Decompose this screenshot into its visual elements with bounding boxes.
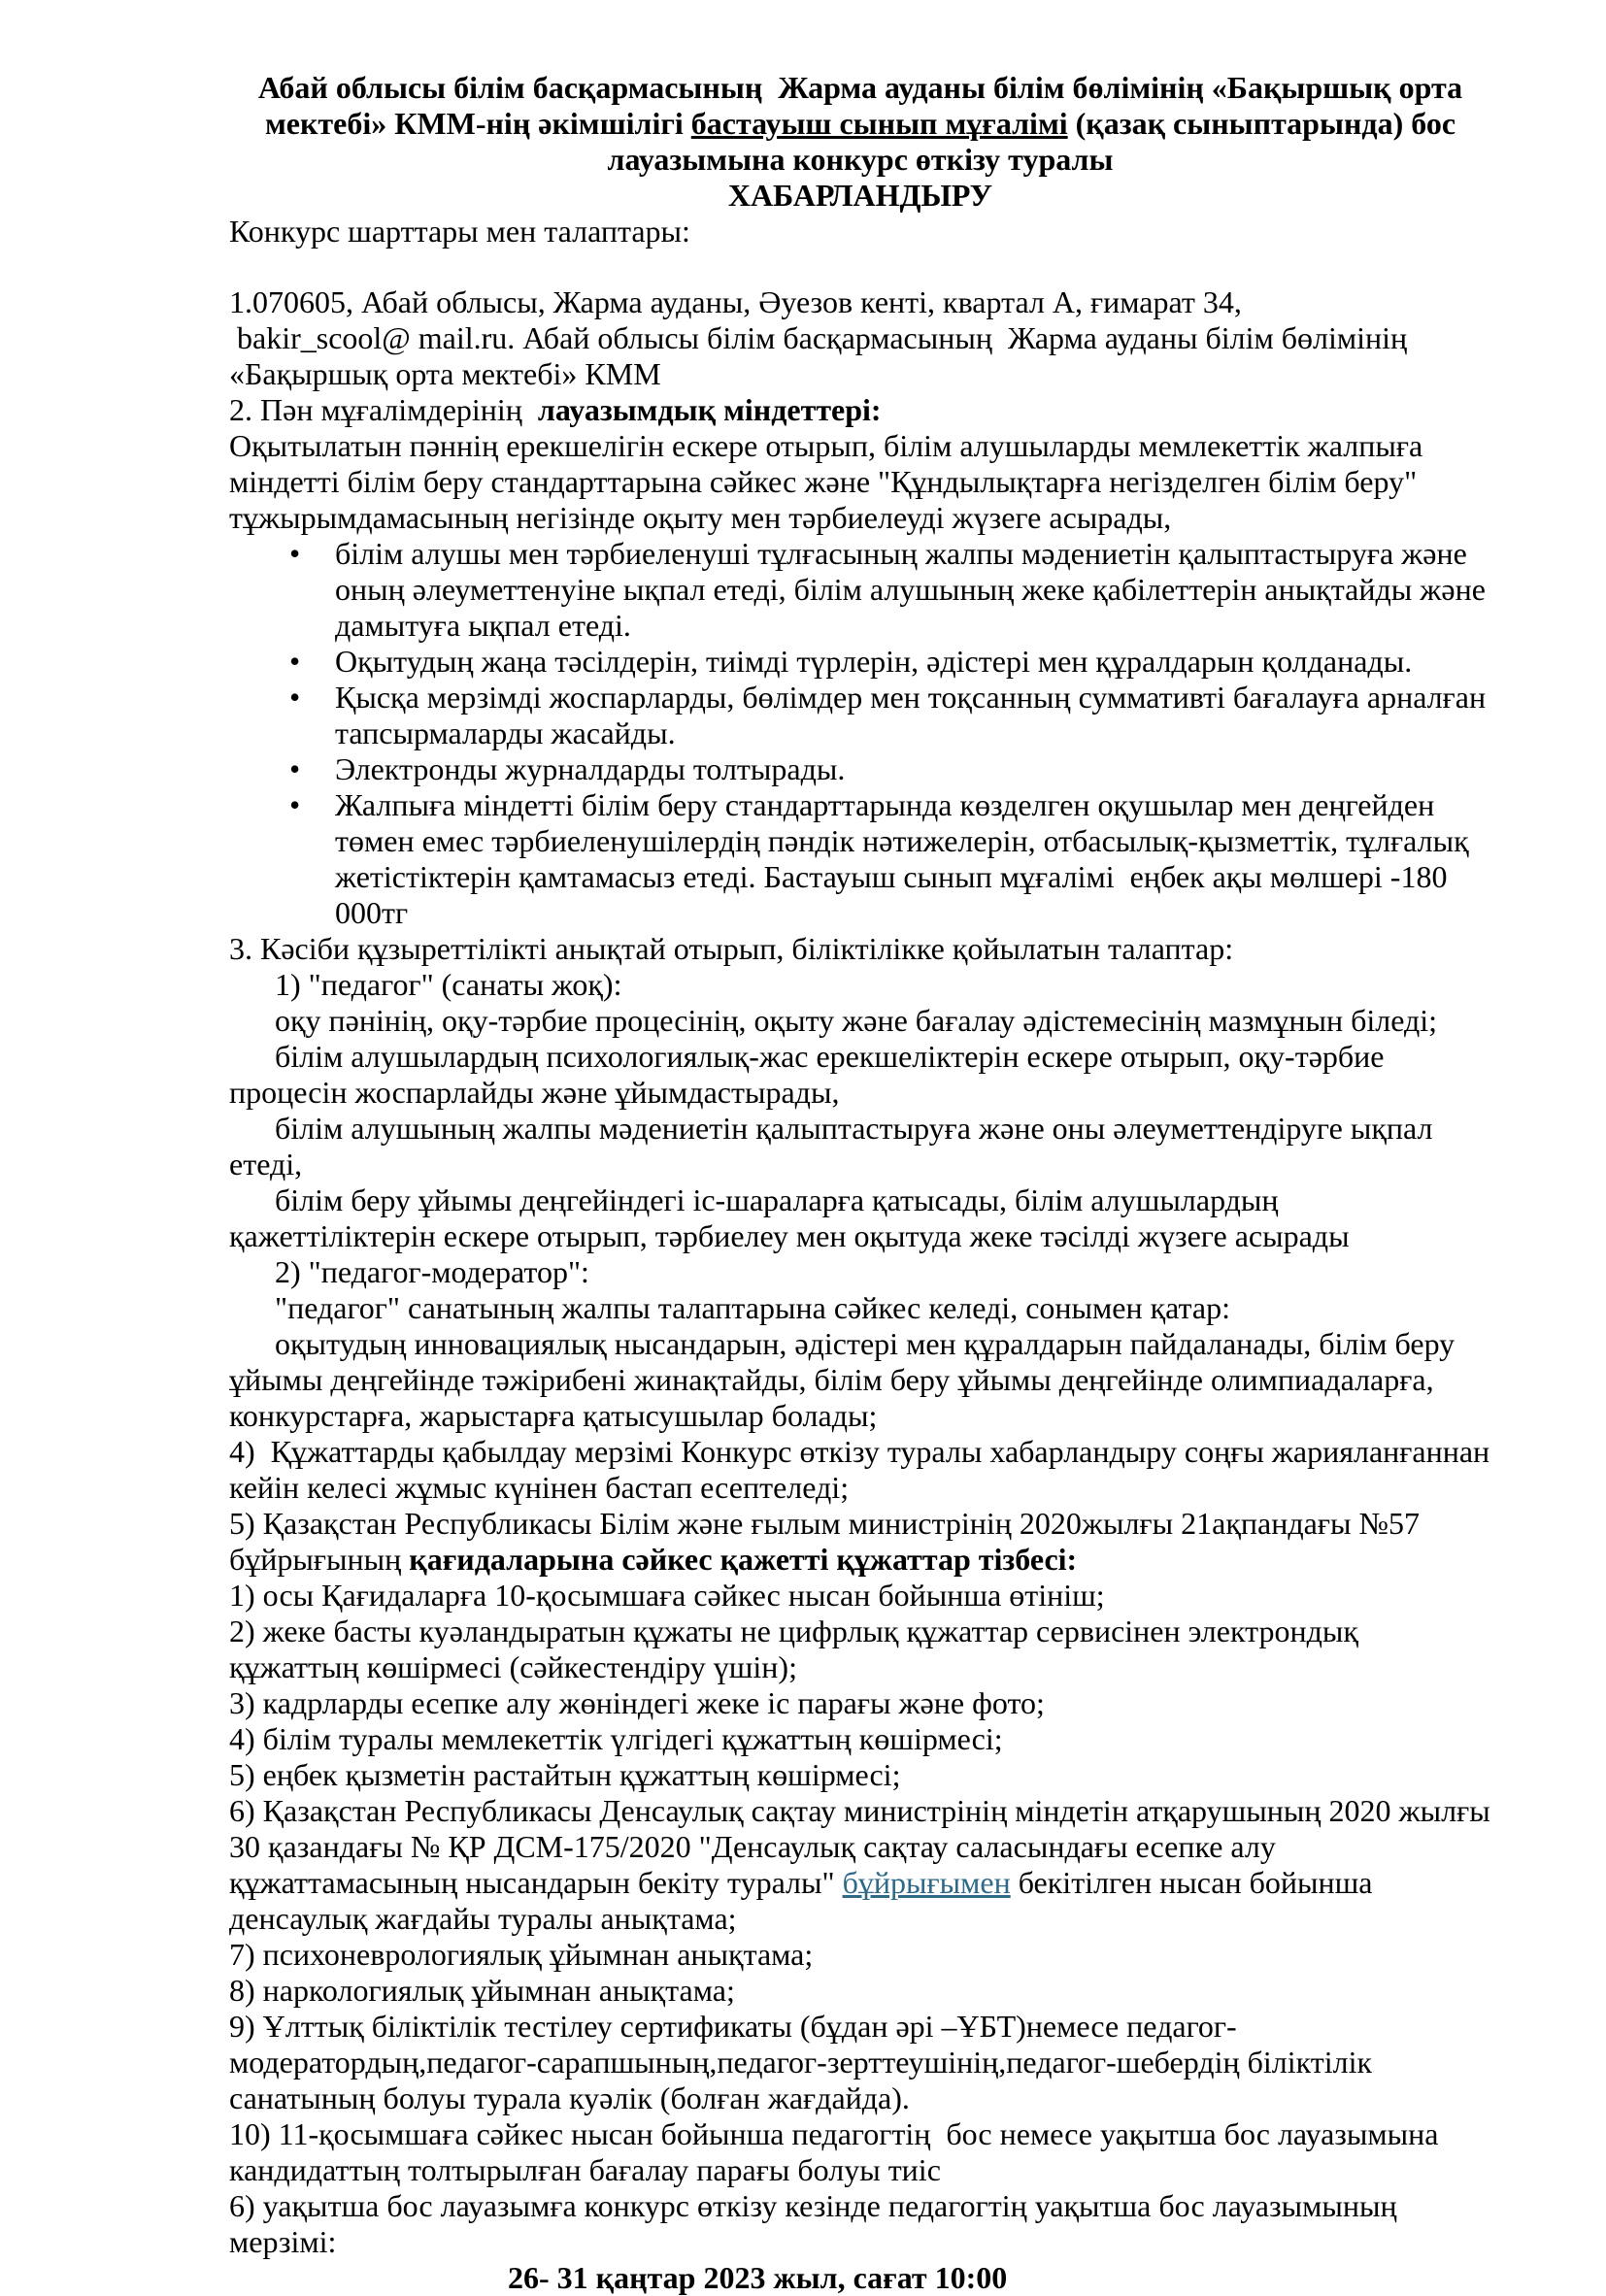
paragraph — [229, 284, 1491, 320]
paragraph — [229, 1290, 1491, 1326]
text-run: білім алушының жалпы мәдениетін қалыптастыруға және оны әлеуметтендіруге ықпал етеді, — [229, 1111, 1441, 1181]
announcement-heading: ХАБАРЛАНДЫРУ — [727, 178, 993, 213]
bullet-marker-icon: • — [289, 536, 301, 571]
paragraph — [229, 1039, 1491, 1111]
text-run: Абай облысы білім басқармасының Жарма ауданы білім бөлімінің «Бақыршық орта мектебі» КММ-нің әкімшілігі — [257, 70, 1471, 141]
document-title — [229, 70, 1491, 178]
paragraph — [229, 1003, 1491, 1039]
paragraph — [229, 1793, 1498, 1937]
paragraph — [229, 1721, 1491, 1757]
paragraph — [229, 1757, 1491, 1793]
text-run: 4) Құжаттарды қабылдау мерзімі Конкурс өткізу туралы хабарландыру соңғы жарияланғаннан кейін келесі жұмыс күнінен бастап есептеледі; — [229, 1434, 1498, 1505]
text-run: білім алушы мен тәрбиеленуші тұлғасының жалпы мәдениетін қалыптастыруға және оның әлеуметтенуіне ықпал етеді, білім алушының жеке қабілеттерін анықтайды және дамытуға ықпал етеді. — [335, 536, 1493, 643]
text-run: 6) уақытша бос лауазымға конкурс өткізу кезінде педагогтің уақытша бос лауазымының мерзімі: — [229, 2188, 1405, 2259]
text-run: Электронды журналдарды толтырады. — [335, 751, 846, 786]
text-run: 3) кадрларды есепке алу жөніндегі жеке іс парағы және фото; — [229, 1685, 1045, 1720]
paragraph — [229, 2188, 1491, 2260]
paragraph — [229, 1578, 1491, 1614]
text-run: 1.070605, Абай облысы, Жарма ауданы, Әуезов кенті, квартал А, ғимарат 34, — [229, 284, 1242, 319]
document-body — [229, 284, 1498, 2296]
paragraph — [229, 2116, 1491, 2188]
text-run: бастауыш сынып мұғалімі — [690, 106, 1068, 141]
text-run: 7) психоневрологиялық ұйымнан анықтама; — [229, 1937, 814, 1972]
text-run: білім беру ұйымы деңгейіндегі іс-шараларға қатысады, білім алушылардың қажеттіліктерін ескере отырып, тәрбиелеу мен оқытуда жеке тәсілді жүзеге асырады — [229, 1182, 1350, 1253]
paragraph — [229, 1111, 1491, 1182]
text-run: 5) еңбек қызметін растайтын құжаттың көшірмесі; — [229, 1757, 901, 1792]
bullet-marker-icon: • — [289, 751, 301, 786]
text-run: 26- 31 қаңтар 2023 жыл, сағат 10:00 — [508, 2260, 1008, 2295]
order-link[interactable]: бұйрығымен — [842, 1865, 1011, 1900]
paragraph — [229, 392, 1491, 428]
text-run: 2. Пән мұғалімдерінің — [229, 392, 538, 427]
text-run: (қазақ сыныптарында) бос лауазымына конкурс өткізу туралы — [607, 106, 1464, 177]
text-run: 2) "педагог-модератор": — [275, 1254, 589, 1289]
paragraph — [229, 1973, 1491, 2009]
text-run: оқытудың инновациялық нысандарын, әдістері мен құралдарын пайдаланады, білім беру ұйымы деңгейінде тәжірибені жинақтайды, білім беру ұйымы деңгейінде олимпиадаларға, конкурстарға, жарыстарға қатысушылар болады; — [229, 1326, 1463, 1433]
paragraph — [229, 2009, 1491, 2116]
text-run: оқу пәнінің, оқу-тәрбие процесінің, оқыту және бағалау әдістемесінің мазмұнын біледі; — [275, 1003, 1438, 1038]
paragraph — [229, 1685, 1491, 1721]
paragraph — [229, 1326, 1491, 1434]
text-run: "педагог" санатының жалпы талаптарына сәйкес келеді, сонымен қатар: — [275, 1290, 1230, 1325]
bullet-item — [229, 644, 1491, 680]
bullet-item — [229, 680, 1494, 751]
text-run: 9) Ұлттық біліктілік тестілеу сертификаты (бұдан әрі –ҰБТ)немесе педагог-модератордың,педагог-сарапшының,педагог-зерттеушінің,педагог-шебердің біліктілік санатының болуы турала куәлік (болған жағдайда). — [229, 2009, 1381, 2115]
paragraph — [229, 428, 1491, 536]
paragraph — [229, 1506, 1491, 1578]
text-run: 2) жеке басты куәландыратын құжаты не цифрлық құжаттар сервисінен электрондық құжаттың көшірмесі (сәйкестендіру үшін); — [229, 1614, 1366, 1684]
text-run: білім алушылардың психологиялық-жас ерекшеліктерін ескере отырып, оқу-тәрбие процесін жоспарлайды және ұйымдастырады, — [229, 1039, 1392, 1110]
text-run: 4) білім туралы мемлекеттік үлгідегі құжаттың көшірмесі; — [229, 1721, 1003, 1756]
bullet-item — [229, 787, 1491, 931]
text-run: 6) Қазақстан Республикасы Денсаулық сақтау министрінің міндетін атқарушының 2020 жылғы 30 қазандағы № ҚР ДСМ-175/2020 "Денсаулық сақтау саласындағы есепке алу құжаттамасының нысандарын бекіту туралы" — [229, 1793, 1498, 1900]
paragraph — [229, 320, 1491, 392]
text-run: лауазымдық міндеттері: — [537, 392, 882, 427]
text-run: Оқытылатын пәннің ерекшелігін ескере отырып, білім алушыларды мемлекеттік жалпыға міндетті білім беру стандарттарына сәйкес және "Құндылықтарға негізделген білім беру" тұжырымдамасының негізінде оқыту мен тәрбиелеуді жүзеге асырады, — [229, 428, 1431, 535]
text-run: бекітілген нысан бойынша денсаулық жағдайы туралы анықтама; — [229, 1865, 1381, 1936]
paragraph — [229, 1614, 1491, 1685]
bullet-marker-icon: • — [289, 644, 301, 679]
text-run: bakir_scool@ mail.ru. Абай облысы білім басқармасының Жарма ауданы білім бөлімінің «Бақыршық орта мектебі» КММ — [229, 320, 1416, 391]
paragraph — [229, 1182, 1491, 1254]
paragraph — [229, 1937, 1491, 1973]
bullet-item — [229, 751, 1491, 787]
bullet-item — [229, 536, 1491, 644]
text-run: 10) 11-қосымшаға сәйкес нысан бойынша педагогтің бос немесе уақытша бос лауазымына кандидаттың толтырылған бағалау парағы болуы тиіс — [229, 2116, 1447, 2187]
text-run: 1) "педагог" (санаты жоқ): — [275, 967, 622, 1002]
text-run: Жалпыға міндетті білім беру стандарттарында көзделген оқушылар мен деңгейден төмен емес тәрбиеленушілердің пәндік нәтижелерін, отбасылық-қызметтік, тұлғалық жетістіктерін қамтамасыз етеді. Бастауыш сынып мұғалімі еңбек ақы мөлшері -180 000тг — [335, 787, 1477, 930]
text-run: 1) осы Қағидаларға 10-қосымшаға сәйкес нысан бойынша өтініш; — [229, 1578, 1105, 1613]
paragraph — [229, 1254, 1491, 1290]
text-run: 5) Қазақстан Республикасы Білім және ғылым министрінің 2020жылғы 21ақпандағы №57 бұйрығының — [229, 1506, 1427, 1577]
conditions-line: Конкурс шарттары мен талаптары: — [229, 214, 690, 249]
bullet-marker-icon: • — [289, 787, 301, 822]
text-run: 3. Кәсіби құзыреттілікті анықтай отырып, біліктілікке қойылатын талаптар: — [229, 931, 1234, 966]
paragraph — [508, 2260, 1491, 2296]
paragraph — [229, 967, 1491, 1003]
text-run: Қысқа мерзімді жоспарларды, бөлімдер мен тоқсанның суммативті бағалауға арналған тапсырмаларды жасайды. — [335, 680, 1494, 750]
paragraph — [229, 931, 1491, 967]
bullet-marker-icon: • — [289, 680, 301, 715]
text-run: қағидаларына сәйкес қажетті құжаттар тізбесі: — [409, 1542, 1078, 1577]
text-run: 8) наркологиялық ұйымнан анықтама; — [229, 1973, 735, 2008]
text-run: Оқытудың жаңа тәсілдерін, тиімді түрлерін, әдістері мен құралдарын қолданады. — [335, 644, 1413, 679]
paragraph — [229, 1434, 1498, 1506]
